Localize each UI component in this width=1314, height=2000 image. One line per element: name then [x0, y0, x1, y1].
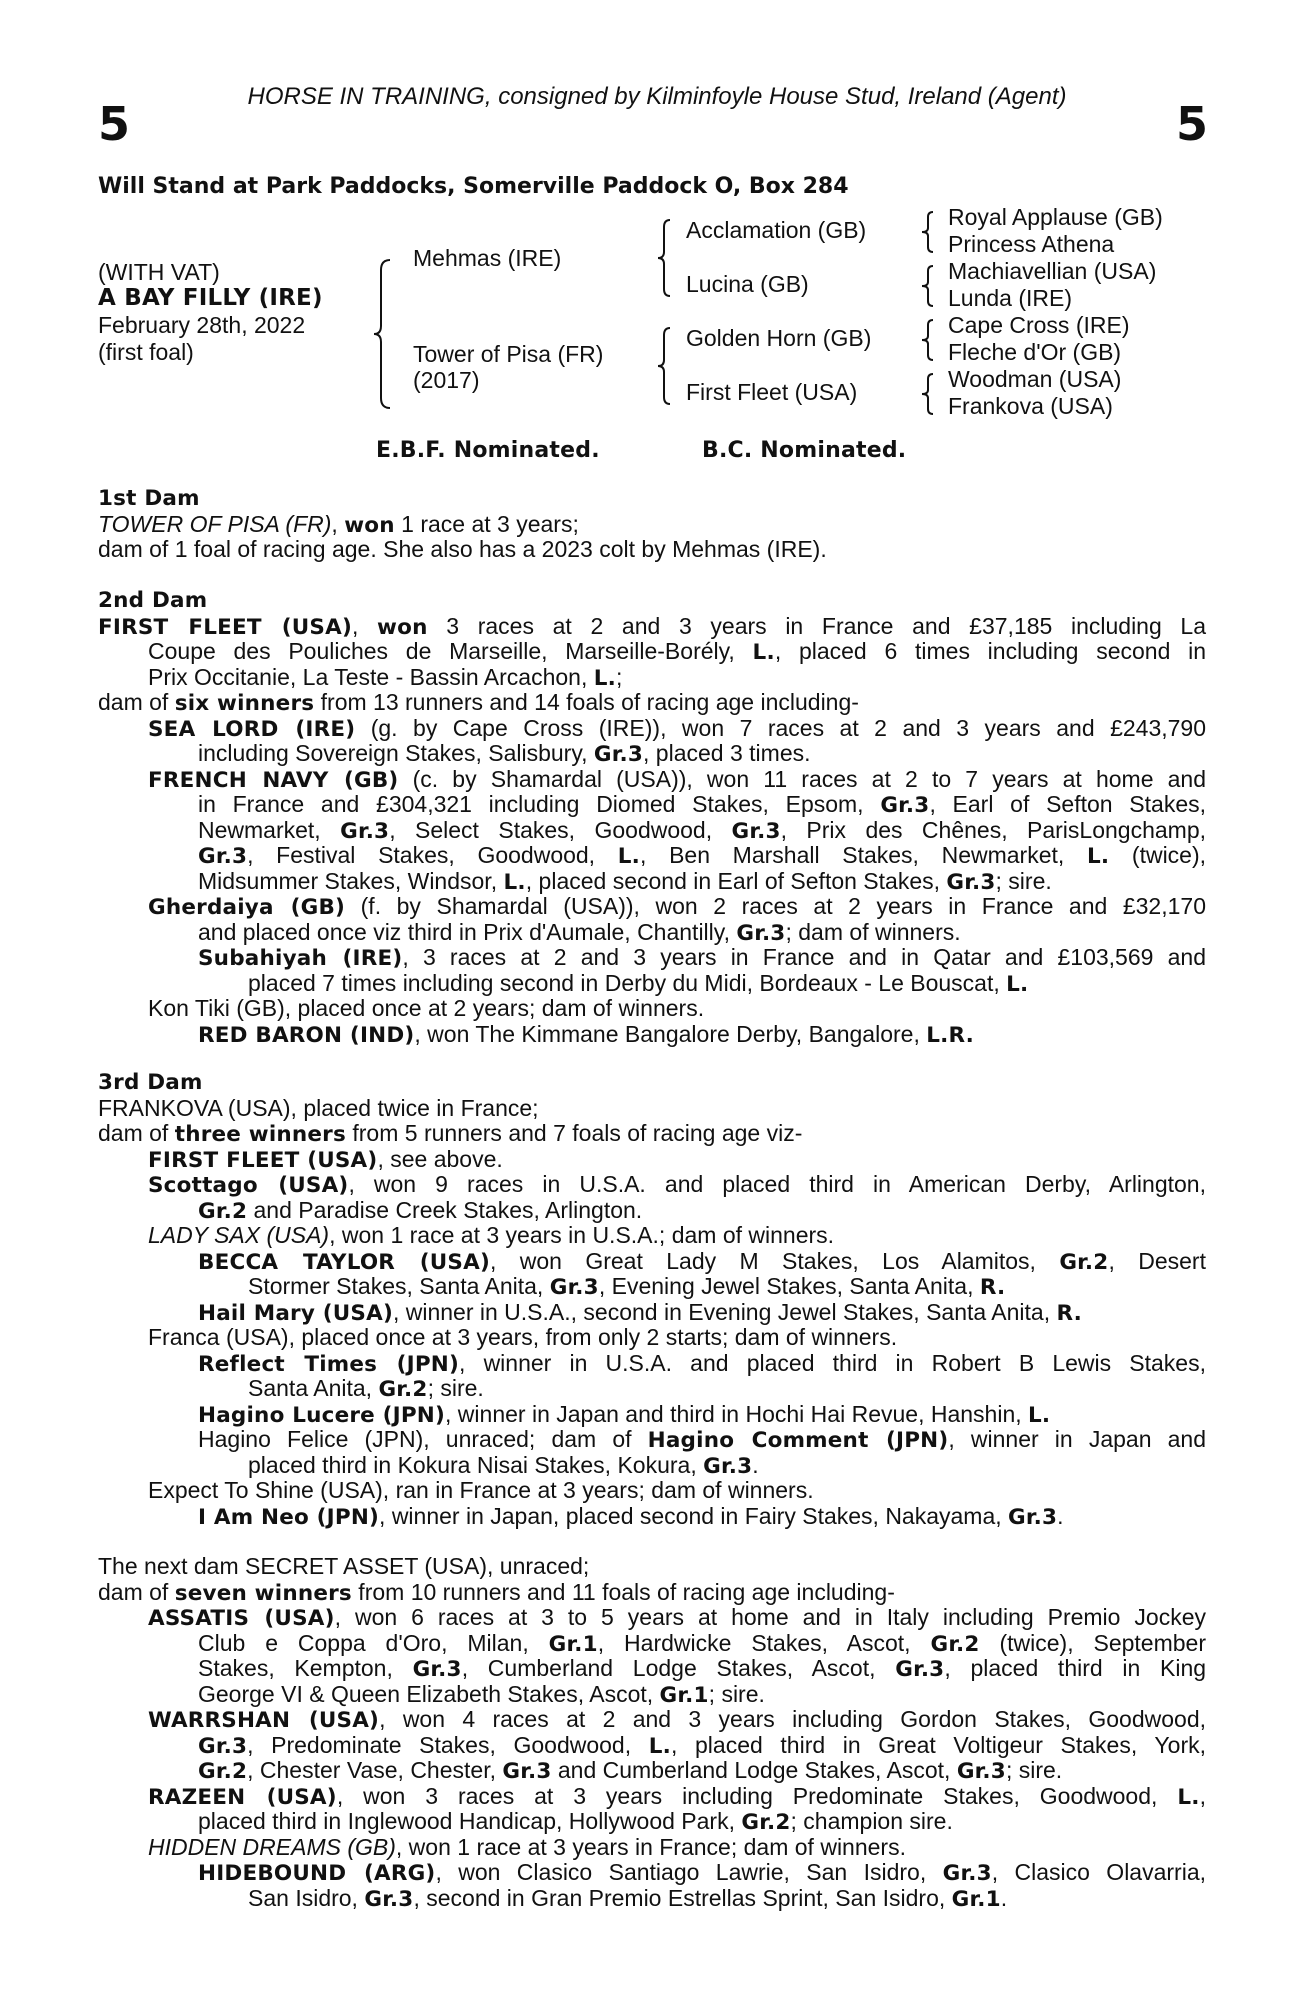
produce-entry: Gherdaiya (GB) (f. by Shamardal (USA)), won 2 races at 2 years in France and £32,170 [148, 893, 1206, 920]
produce-entry: I Am Neo (JPN), winner in Japan, placed second in Fairy Stakes, Nakayama, Gr.3. [198, 1502, 1064, 1530]
produce-entry: Scottago (USA), won 9 races in U.S.A. and placed third in American Derby, Arlington, [148, 1171, 1206, 1198]
produce-entry: ASSATIS (USA), won 6 races at 3 to 5 years at home and in Italy including Premio Jockey [148, 1604, 1206, 1631]
produce-entry: Reflect Times (JPN), winner in U.S.A. and placed third in Robert B Lewis Stakes, [198, 1349, 1206, 1377]
pedigree-g6: Fleche d'Or (GB) [948, 339, 1122, 365]
pedigree-brace-main [372, 258, 396, 410]
pedigree-dam-sire: Golden Horn (GB) [686, 325, 872, 351]
produce-entry: SEA LORD (IRE) (g. by Cape Cross (IRE)), won 7 races at 2 and 3 years and £243,790 [148, 714, 1207, 742]
produce-entry: placed third in Inglewood Handicap, Hollywood Park, Gr.2; champion sire. [198, 1808, 953, 1835]
second-dam-line: Prix Occitanie, La Teste - Bassin Arcachon, L.; [148, 663, 623, 691]
produce-entry: Kon Tiki (GB), placed once at 2 years; dam of winners. [148, 995, 705, 1021]
horse-name: A BAY FILLY (IRE) [98, 285, 323, 311]
pedigree-brace-dam [656, 326, 674, 406]
produce-entry: Club e Coppa d'Oro, Milan, Gr.1, Hardwicke Stakes, Ascot, Gr.2 (twice), September [198, 1629, 1207, 1657]
first-dam-heading: 1st Dam [98, 486, 200, 511]
produce-entry: Newmarket, Gr.3, Select Stakes, Goodwood, Gr.3, Prix des Chênes, ParisLongchamp, [198, 816, 1206, 844]
produce-entry: Subahiyah (IRE), 3 races at 2 and 3 years in France and in Qatar and £103,569 and [198, 944, 1206, 971]
produce-entry: including Sovereign Stakes, Salisbury, Gr.3, placed 3 times. [198, 740, 811, 767]
produce-entry: placed third in Kokura Nisai Stakes, Kokura, Gr.3. [248, 1451, 759, 1479]
produce-entry: Midsummer Stakes, Windsor, L., placed second in Earl of Sefton Stakes, Gr.3; sire. [198, 867, 1052, 895]
foaling-date: February 28th, 2022 [98, 312, 306, 338]
pedigree-g3: Machiavellian (USA) [948, 258, 1157, 284]
produce-entry: Stormer Stakes, Santa Anita, Gr.3, Evening Jewel Stakes, Santa Anita, R. [248, 1273, 1006, 1300]
produce-entry: Stakes, Kempton, Gr.3, Cumberland Lodge Stakes, Ascot, Gr.3, placed third in King [198, 1655, 1207, 1682]
produce-entry: Hail Mary (USA), winner in U.S.A., second in Evening Jewel Stakes, Santa Anita, R. [198, 1298, 1083, 1326]
produce-entry: George VI & Queen Elizabeth Stakes, Ascot, Gr.1; sire. [198, 1680, 765, 1708]
pedigree-g1: Royal Applause (GB) [948, 204, 1163, 230]
consignment-header: HORSE IN TRAINING, consigned by Kilminfoyle House Stud, Ireland (Agent) [247, 83, 1067, 110]
second-dam-line: FIRST FLEET (USA), won 3 races at 2 and 3 years in France and £37,185 including La [98, 612, 1207, 640]
produce-entry: FIRST FLEET (USA), see above. [148, 1145, 503, 1173]
produce-entry: and placed once viz third in Prix d'Aumale, Chantilly, Gr.3; dam of winners. [198, 918, 961, 946]
produce-entry: FRENCH NAVY (GB) (c. by Shamardal (USA)), won 11 races at 2 to 7 years at home and [148, 765, 1207, 793]
second-dam-section [98, 588, 1206, 1047]
first-dam-produce: dam of 1 foal of racing age. She also has a 2023 colt by Mehmas (IRE). [98, 536, 827, 562]
pedigree-g7: Woodman (USA) [948, 366, 1122, 392]
pedigree-brace-g1 [920, 210, 936, 254]
pedigree-sire: Mehmas (IRE) [413, 245, 562, 271]
produce-entry: RAZEEN (USA), won 3 races at 3 years including Predominate Stakes, Goodwood, L., [148, 1782, 1206, 1810]
pedigree-g2: Princess Athena [948, 231, 1115, 257]
pedigree-g8: Frankova (USA) [948, 393, 1113, 419]
ebf-nomination: E.B.F. Nominated. [376, 438, 600, 463]
produce-entry: Santa Anita, Gr.2; sire. [248, 1375, 484, 1402]
next-dam-section [98, 1554, 1206, 1911]
second-dam-produce: dam of six winners from 13 runners and 14 foals of racing age including- [98, 689, 859, 716]
produce-entry: WARRSHAN (USA), won 4 races at 2 and 3 years including Gordon Stakes, Goodwood, [148, 1706, 1206, 1733]
produce-entry: Franca (USA), placed once at 3 years, from only 2 starts; dam of winners. [148, 1324, 898, 1350]
third-dam-produce: dam of three winners from 5 runners and 7 foals of racing age viz- [98, 1120, 803, 1147]
pedigree-g4: Lunda (IRE) [948, 285, 1073, 311]
produce-entry: LADY SAX (USA), won 1 race at 3 years in U.S.A.; dam of winners. [148, 1222, 835, 1248]
pedigree-brace-g3 [920, 318, 936, 362]
produce-entry: HIDEBOUND (ARG), won Clasico Santiago Lawrie, San Isidro, Gr.3, Clasico Olavarria, [198, 1859, 1207, 1886]
produce-entry: RED BARON (IND), won The Kimmane Bangalore Derby, Bangalore, L.R. [198, 1020, 975, 1048]
second-dam-heading: 2nd Dam [98, 588, 208, 613]
third-dam-section [98, 1070, 1206, 1529]
next-dam-line: The next dam SECRET ASSET (USA), unraced; [98, 1553, 590, 1579]
produce-entry: in France and £304,321 including Diomed Stakes, Epsom, Gr.3, Earl of Sefton Stakes, [198, 791, 1207, 818]
first-dam-section [98, 486, 1206, 563]
pedigree-sire-sire: Acclamation (GB) [686, 217, 867, 243]
produce-entry: Gr.2, Chester Vase, Chester, Gr.3 and Cumberland Lodge Stakes, Ascot, Gr.3; sire. [198, 1757, 1063, 1784]
produce-entry: Gr.3, Predominate Stakes, Goodwood, L., placed third in Great Voltigeur Stakes, York, [198, 1731, 1207, 1759]
pedigree-brace-g4 [920, 372, 936, 416]
third-dam-line: FRANKOVA (USA), placed twice in France; [98, 1094, 539, 1121]
first-dam-name: TOWER OF PISA (FR) [98, 510, 332, 537]
produce-entry: placed 7 times including second in Derby du Midi, Bordeaux - Le Bouscat, L. [248, 969, 1029, 997]
produce-entry: BECCA TAYLOR (USA), won Great Lady M Stakes, Los Alamitos, Gr.2, Desert [198, 1247, 1206, 1275]
third-dam-heading: 3rd Dam [98, 1070, 203, 1095]
lot-number-right: 5 [1176, 97, 1209, 151]
pedigree-brace-g2 [920, 264, 936, 308]
lot-number-left: 5 [98, 97, 131, 151]
produce-entry: Hagino Lucere (JPN), winner in Japan and third in Hochi Hai Revue, Hanshin, L. [198, 1400, 1051, 1428]
pedigree-dam: Tower of Pisa (FR) [413, 341, 604, 367]
produce-entry: Gr.2 and Paradise Creek Stakes, Arlington. [198, 1196, 643, 1224]
produce-entry: Expect To Shine (USA), ran in France at 3 years; dam of winners. [148, 1477, 814, 1503]
produce-entry: Hagino Felice (JPN), unraced; dam of Hagino Comment (JPN), winner in Japan and [198, 1426, 1207, 1453]
produce-entry: Gr.3, Festival Stakes, Goodwood, L., Ben Marshall Stakes, Newmarket, L. (twice), [198, 842, 1207, 869]
stand-location: Will Stand at Park Paddocks, Somerville Paddock O, Box 284 [98, 174, 849, 199]
produce-entry: HIDDEN DREAMS (GB), won 1 race at 3 years in France; dam of winners. [148, 1833, 906, 1860]
produce-entry: San Isidro, Gr.3, second in Gran Premio Estrellas Sprint, San Isidro, Gr.1. [248, 1884, 1008, 1912]
bc-nomination: B.C. Nominated. [702, 438, 907, 463]
second-dam-line: Coupe des Pouliches de Marseille, Marseille-Borély, L., placed 6 times including second in [148, 638, 1206, 665]
next-dam-produce: dam of seven winners from 10 runners and 11 foals of racing age including- [98, 1578, 895, 1606]
pedigree-dam-year: (2017) [413, 367, 480, 393]
foal-note: (first foal) [98, 339, 194, 365]
pedigree-sire-dam: Lucina (GB) [686, 271, 809, 297]
vat-note: (WITH VAT) [98, 259, 220, 285]
first-dam-line: TOWER OF PISA (FR), won 1 race at 3 years; [98, 510, 579, 538]
pedigree-g5: Cape Cross (IRE) [948, 312, 1130, 338]
pedigree-dam-dam: First Fleet (USA) [686, 379, 858, 405]
pedigree-brace-sire [656, 218, 674, 298]
